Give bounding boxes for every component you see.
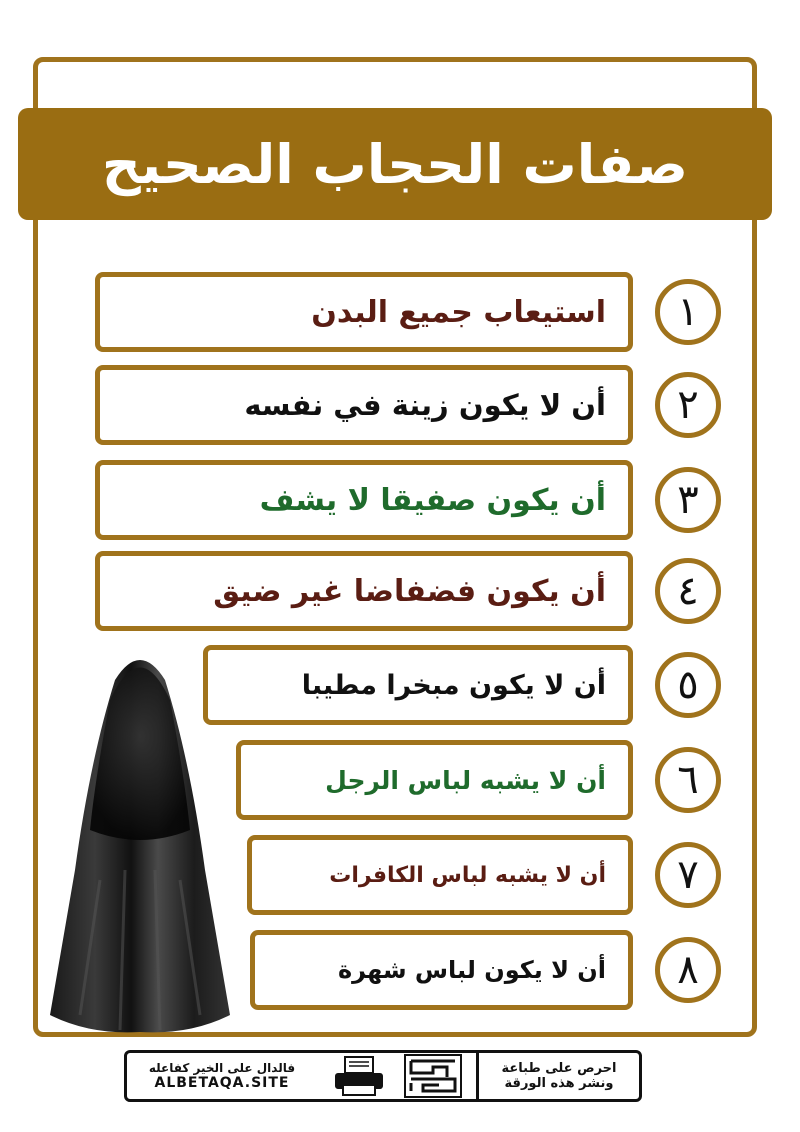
item-text: أن لا يكون زينة في نفسه — [244, 388, 606, 422]
hijab-condition-item — [95, 460, 633, 540]
hijab-condition-item — [203, 645, 633, 725]
footer-banner — [124, 1050, 642, 1102]
item-text: أن لا يشبه لباس الرجل — [325, 765, 606, 795]
printer-icon — [331, 1055, 387, 1097]
hijab-condition-item — [236, 740, 633, 820]
item-number: ٥ — [677, 662, 699, 708]
footer-slogan — [127, 1061, 317, 1091]
item-number-badge — [655, 558, 721, 624]
item-number: ٣ — [677, 477, 699, 523]
footer-print-notice — [476, 1053, 639, 1099]
dawa-logo-icon — [403, 1053, 463, 1099]
item-text: أن يكون صفيقا لا يشف — [259, 482, 606, 518]
item-number-badge — [655, 842, 721, 908]
item-number-badge — [655, 467, 721, 533]
hijab-condition-item — [95, 365, 633, 445]
item-text: أن لا يكون مبخرا مطيبا — [301, 669, 606, 701]
item-number-badge — [655, 652, 721, 718]
page-title: صفات الحجاب الصحيح — [101, 132, 689, 196]
item-number: ٦ — [677, 757, 699, 803]
footer-site-url[interactable]: ALBETAQA.SITE — [154, 1075, 290, 1091]
item-number: ٨ — [677, 947, 699, 993]
hijab-condition-item — [247, 835, 633, 915]
item-number: ٤ — [677, 568, 699, 614]
item-text: أن يكون فضفاضا غير ضيق — [213, 573, 606, 609]
item-number-badge — [655, 279, 721, 345]
footer-logos — [317, 1053, 476, 1099]
item-number-badge — [655, 937, 721, 1003]
item-number-badge — [655, 747, 721, 813]
hijab-woman-illustration — [40, 640, 240, 1040]
item-number: ١ — [677, 289, 699, 335]
item-number-badge — [655, 372, 721, 438]
footer-print-line1: احرص على طباعة — [501, 1061, 617, 1076]
item-text: أن لا يكون لباس شهرة — [338, 956, 606, 984]
footer-print-line2: ونشر هذه الورقة — [504, 1076, 614, 1091]
item-number: ٢ — [677, 382, 699, 428]
item-text: استيعاب جميع البدن — [311, 294, 606, 330]
item-text: أن لا يشبه لباس الكافرات — [329, 862, 606, 888]
hijab-condition-item — [95, 272, 633, 352]
hijab-condition-item — [250, 930, 633, 1010]
title-banner — [18, 108, 772, 220]
item-number: ٧ — [677, 852, 699, 898]
hijab-condition-item — [95, 551, 633, 631]
footer-slogan-text: فالدال على الخير كفاعله — [148, 1061, 296, 1075]
